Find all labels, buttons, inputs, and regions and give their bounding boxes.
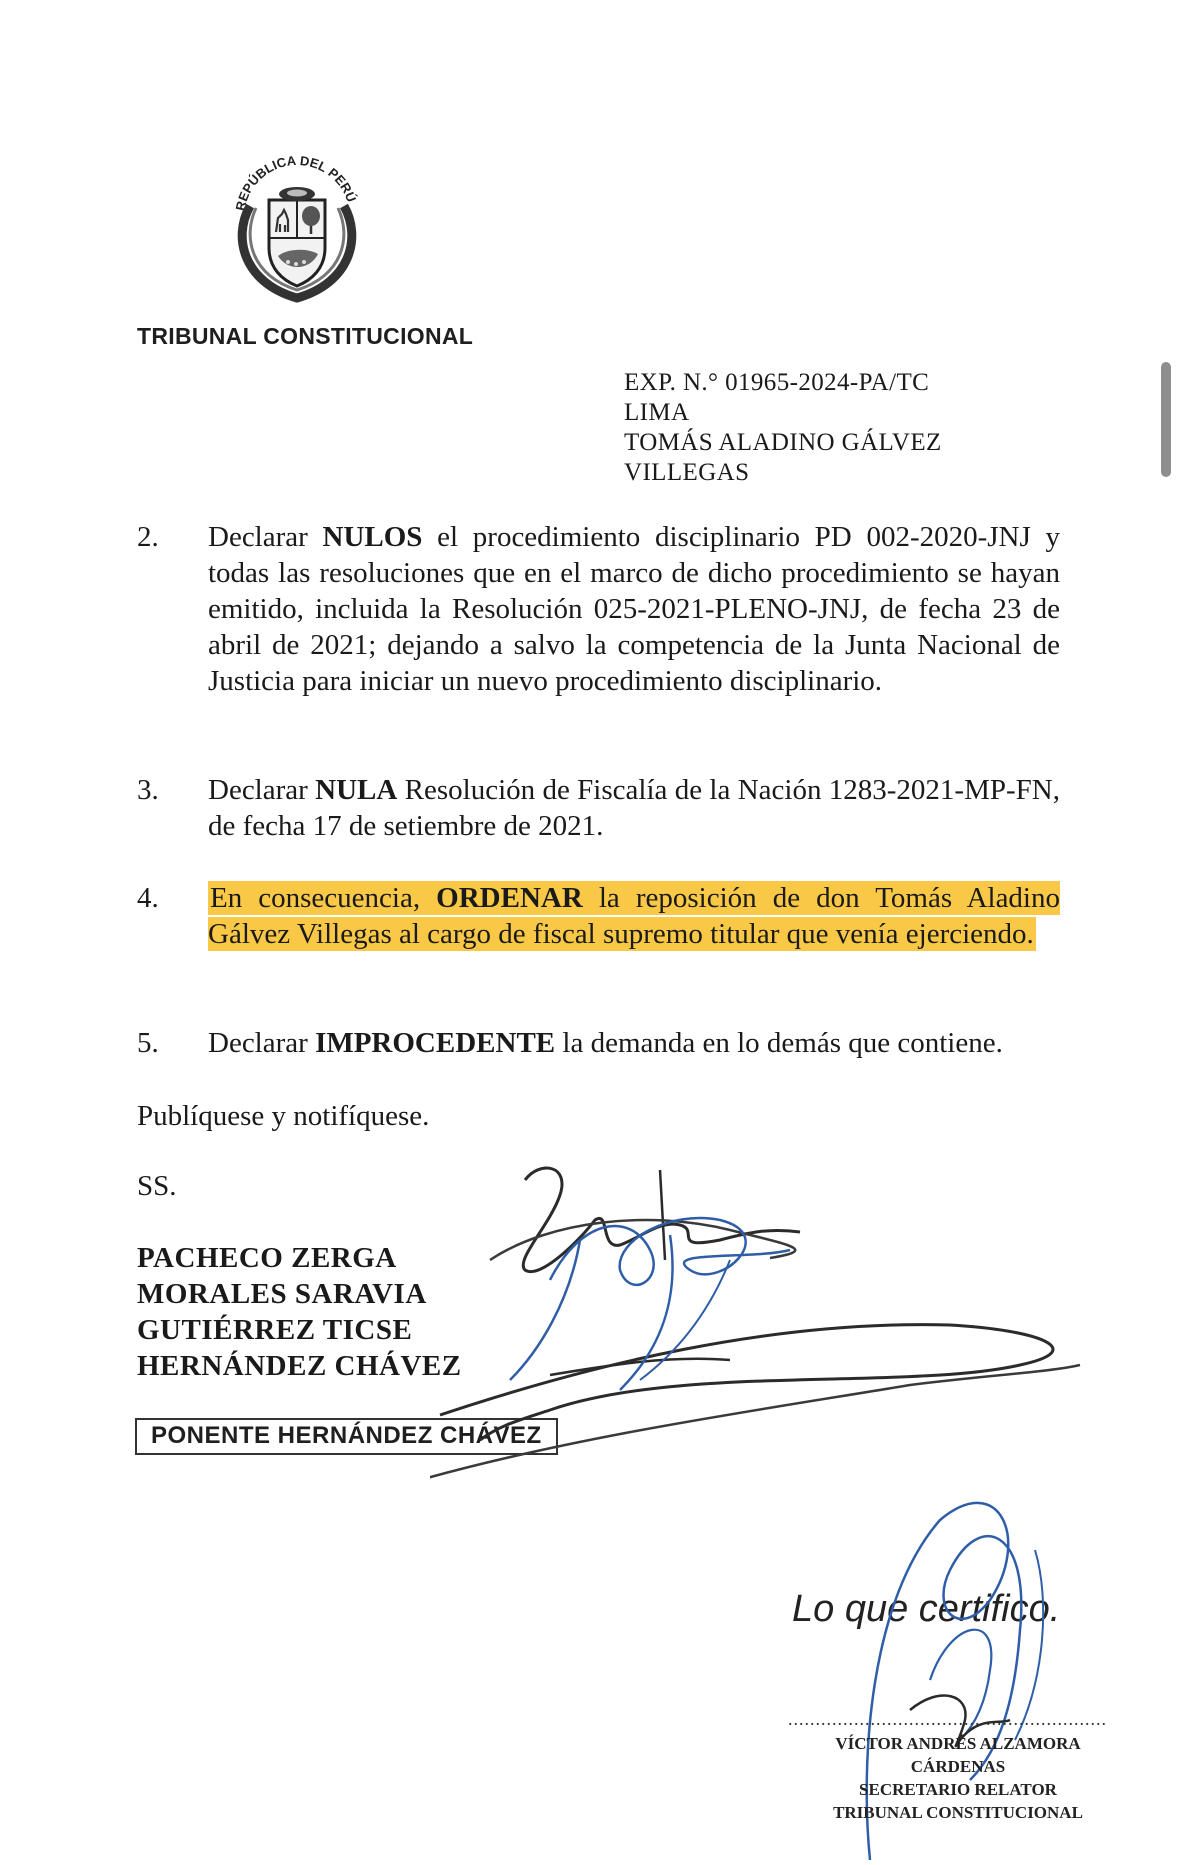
item-text-pre: Declarar [208,521,323,553]
secretary-name: VÍCTOR ANDRÉS ALZAMORA CÁRDENAS [835,1734,1081,1776]
judges-signatures [430,1150,1090,1510]
item-number: 3. [137,774,159,806]
item-text-pre: Declarar [208,774,316,806]
item-text-post: la demanda en lo demás que contiene. [555,1027,1003,1059]
vertical-scrollbar[interactable] [1161,362,1171,477]
item-text-bold: NULOS [322,521,423,553]
svg-text:REPÚBLICA DEL PERÚ: REPÚBLICA DEL PERÚ [232,152,360,212]
resolution-item-5 [208,1025,1088,1061]
judge-name: GUTIÉRREZ TICSE [137,1314,413,1346]
peru-coat-of-arms-icon [222,148,372,308]
resolution-item-3 [208,772,1060,844]
case-number: EXP. N.° 01965-2024-PA/TC [624,369,930,396]
secretary-title: SECRETARIO RELATOR [859,1780,1057,1799]
certification-phrase: Lo que certifico. [792,1588,1061,1630]
case-party-line-1: TOMÁS ALADINO GÁLVEZ [624,429,942,456]
item-text-pre: En consecuencia, [210,882,437,914]
item-text-post: la reposición de don Tomás Aladino Gálvez Villegas al cargo de fiscal supremo titular que venía ejerciendo. [208,882,1060,950]
highlighted-text [208,881,1060,951]
item-text-bold: ORDENAR [436,882,583,914]
item-number: 4. [137,882,159,914]
resolution-item-4 [208,880,1060,952]
closing-text: Publíquese y notifíquese. [137,1100,430,1132]
item-number: 5. [137,1027,159,1059]
certification-dots: .......................................................... [788,1709,1107,1729]
item-text-post: el procedimiento disciplinario PD 002-2020-JNJ y todas las resoluciones que en el marco de dicho procedimiento se hayan emitido, incluida la Resolución 025-2021-PLENO-JNJ, de fecha 23 de abril de 2021; dejando a salvo la competencia de la Junta Nacional de Justicia para iniciar un nuevo procedimiento disciplinario. [208,521,1060,697]
case-city: LIMA [624,399,690,426]
item-text-pre: Declarar [208,1027,316,1059]
judges-list [137,1240,462,1384]
case-party-line-2: VILLEGAS [624,459,750,486]
ponente-box: PONENTE HERNÁNDEZ CHÁVEZ [135,1418,558,1455]
item-number: 2. [137,521,159,553]
resolution-item-2 [208,519,1060,699]
judge-name: PACHECO ZERGA [137,1242,397,1274]
ss-label: SS. [137,1170,177,1202]
item-text-bold: IMPROCEDENTE [315,1027,556,1059]
institution-title: TRIBUNAL CONSTITUCIONAL [137,323,474,349]
item-text-bold: NULA [315,774,398,806]
case-header [624,368,942,488]
judge-name: MORALES SARAVIA [137,1278,427,1310]
item-text-post: Resolución de Fiscalía de la Nación 1283-2021-MP-FN, de fecha 17 de setiembre de 2021. [208,774,1060,842]
secretary-block [788,1732,1128,1824]
secretary-institution: TRIBUNAL CONSTITUCIONAL [833,1803,1083,1822]
judge-name: HERNÁNDEZ CHÁVEZ [137,1350,462,1382]
